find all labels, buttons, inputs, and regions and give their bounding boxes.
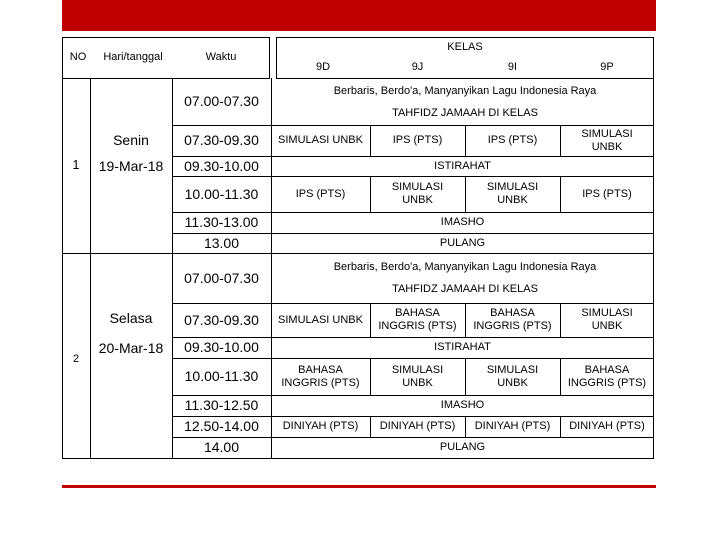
day2-slot2-9p: SIMULASI UNBK	[581, 307, 633, 332]
day2-time-5: 11.30-12.50	[184, 397, 259, 414]
header-class-9d: 9D	[315, 61, 331, 74]
day1-berbaris: Berbaris, Berdo'a, Manyanyikan Lagu Indonesia Raya	[333, 84, 597, 97]
day1-slot2-9d: SIMULASI UNBK	[278, 134, 363, 147]
day1-time-6: 13.00	[203, 234, 240, 251]
day2-slot6-9i: DINIYAH (PTS)	[474, 420, 551, 433]
day2-no: 2	[72, 352, 80, 365]
header-kelas: KELAS	[447, 40, 483, 53]
day1-no: 1	[72, 157, 80, 172]
day2-time-2: 07.30-09.30	[184, 311, 259, 328]
day2-date: 20-Mar-18	[98, 339, 164, 356]
day2-istirahat: ISTIRAHAT	[434, 341, 491, 354]
day1-tahfidz: TAHFIDZ JAMAAH DI KELAS	[392, 106, 538, 119]
day2-berbaris: Berbaris, Berdo'a, Manyanyikan Lagu Indonesia Raya	[333, 260, 597, 273]
day1-pulang: PULANG	[439, 236, 486, 249]
day2-tahfidz: TAHFIDZ JAMAAH DI KELAS	[392, 282, 538, 295]
day2-slot6-9p: DINIYAH (PTS)	[569, 420, 645, 433]
day2-slot6-9j: DINIYAH (PTS)	[379, 420, 456, 433]
header-no: NO	[69, 50, 87, 63]
day2-slot2-9j: BAHASA INGGRIS (PTS)	[378, 307, 457, 332]
header-class-9p: 9P	[600, 61, 614, 74]
day1-time-3: 09.30-10.00	[184, 157, 259, 174]
day2-pulang: PULANG	[439, 441, 486, 454]
day1-date: 19-Mar-18	[98, 157, 164, 174]
header-class-9j: 9J	[411, 61, 424, 74]
day2-slot4-9p: BAHASA INGGRIS (PTS)	[567, 363, 647, 389]
day1-time-1: 07.00-07.30	[184, 93, 259, 110]
day1-slot2-9i: IPS (PTS)	[487, 134, 538, 147]
day2-slot6-9d: DINIYAH (PTS)	[282, 420, 359, 433]
header-waktu: Waktu	[205, 50, 237, 63]
day2-slot4-9i: SIMULASI UNBK	[486, 363, 539, 389]
day2-day: Selasa	[109, 309, 153, 326]
day2-time-4: 10.00-11.30	[184, 368, 259, 385]
day2-imasho: IMASHO	[440, 399, 485, 412]
day1-slot4-9p: IPS (PTS)	[582, 187, 632, 200]
header-class-9i: 9I	[507, 61, 518, 74]
day1-day: Senin	[113, 131, 149, 148]
day1-slot4-9i: SIMULASI UNBK	[486, 181, 539, 206]
day2-slot2-9d: SIMULASI UNBK	[278, 313, 363, 326]
day1-istirahat: ISTIRAHAT	[434, 159, 491, 172]
day2-slot4-9j: SIMULASI UNBK	[391, 363, 444, 389]
day1-time-2: 07.30-09.30	[184, 132, 259, 149]
day2-slot4-9d: BAHASA INGGRIS (PTS)	[281, 363, 360, 389]
day1-slot4-9d: IPS (PTS)	[295, 187, 346, 200]
header-hari-tanggal: Hari/tanggal	[103, 50, 163, 63]
day1-time-5: 11.30-13.00	[184, 214, 259, 231]
day2-time-7: 14.00	[203, 439, 240, 456]
day1-slot2-9j: IPS (PTS)	[392, 134, 443, 147]
day2-time-1: 07.00-07.30	[184, 269, 259, 286]
day1-imasho: IMASHO	[440, 216, 485, 229]
day1-slot2-9p: SIMULASI UNBK	[581, 127, 633, 153]
day2-time-6: 12.50-14.00	[184, 418, 259, 435]
day2-time-3: 09.30-10.00	[184, 339, 259, 356]
day2-slot2-9i: BAHASA INGGRIS (PTS)	[473, 307, 552, 332]
day1-slot4-9j: SIMULASI UNBK	[391, 181, 444, 206]
day1-time-4: 10.00-11.30	[184, 185, 259, 202]
